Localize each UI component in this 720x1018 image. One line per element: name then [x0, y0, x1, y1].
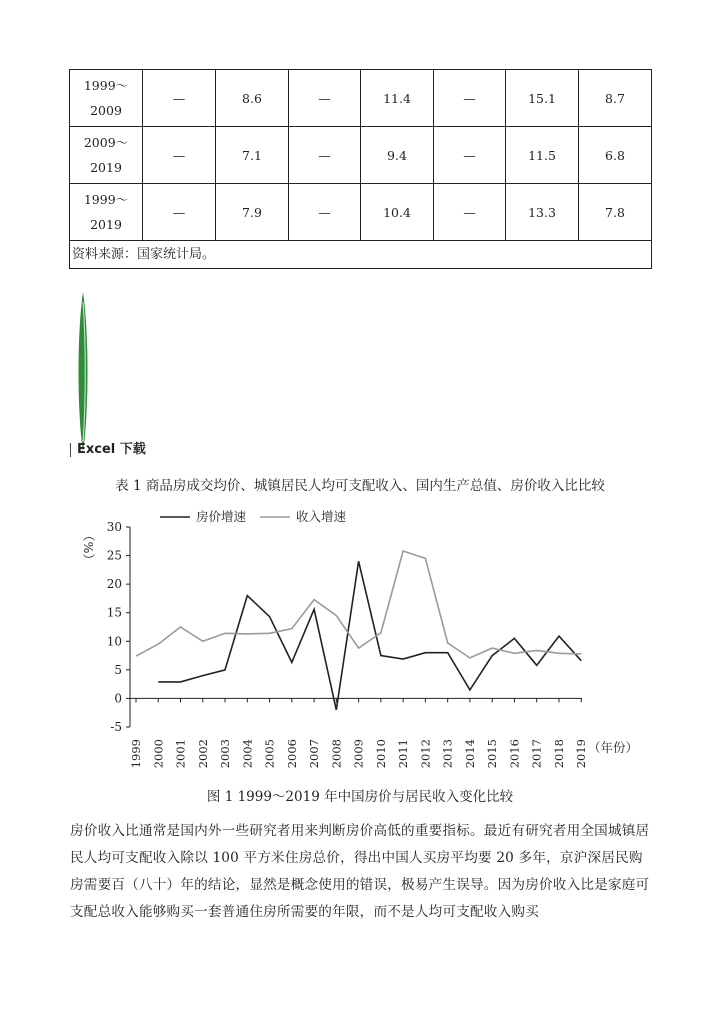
table-cell: 13.3 — [506, 184, 579, 241]
table-cell: 9.4 — [361, 127, 434, 184]
table-row — [70, 70, 652, 127]
table-cell: 6.8 — [579, 127, 652, 184]
series-line-income — [136, 551, 581, 658]
table-cell: — — [143, 70, 216, 127]
x-tick-label: 2007 — [307, 739, 322, 769]
table-cell: 8.6 — [216, 70, 289, 127]
period-end: 2009 — [90, 103, 122, 118]
y-axis-label: （%） — [81, 529, 96, 566]
x-tick-label: 2016 — [507, 739, 522, 769]
body-paragraph-text: 房价收入比通常是国内外一些研究者用来判断房价高低的重要指标。最近有研究者用全国城镇居民人均可支配收入除以 100 平方米住房总价，得出中国人买房平均要 20 多年，京沪深居民购房需要百（八十）年的结论，显然是概念使用的错误，极易产生误导。因为房价收入比是家庭可支配总收入能够购买一套普通住房所需要的年限，而不是人均可支配收入购买 — [70, 823, 650, 920]
y-tick-label: 5 — [114, 662, 122, 677]
table-cell: 7.1 — [216, 127, 289, 184]
table-cell: — — [143, 127, 216, 184]
x-tick-label: 1999 — [129, 739, 143, 769]
x-tick-label: 2018 — [551, 739, 566, 769]
table-cell: 10.4 — [361, 184, 434, 241]
table-cell: 8.7 — [579, 70, 652, 127]
period-cell — [70, 127, 143, 184]
x-tick-label: 2013 — [440, 739, 455, 769]
table-cell: — — [434, 70, 506, 127]
growth-comparison-table — [69, 69, 652, 269]
x-tick-label: 2002 — [195, 739, 210, 769]
table-cell: 7.8 — [579, 184, 652, 241]
table-row — [70, 127, 652, 184]
x-tick-label: 2014 — [462, 739, 477, 769]
y-tick-label: 0 — [114, 691, 122, 706]
period-cell — [70, 184, 143, 241]
legend-label: 收入增速 — [296, 509, 347, 524]
excel-download-label: Excel 下载 — [77, 442, 146, 457]
body-paragraph — [70, 818, 654, 926]
x-tick-label: 2011 — [396, 739, 411, 769]
x-tick-label: 2017 — [529, 739, 544, 769]
figure-caption: 图 1 1999～2019 年中国房价与居民收入变化比较 — [206, 789, 514, 805]
y-tick-label: -5 — [110, 720, 122, 734]
table-cell: — — [434, 184, 506, 241]
x-tick-label: 2006 — [284, 739, 299, 769]
period-start: 2009～ — [83, 135, 129, 150]
price-income-line-chart — [70, 505, 650, 785]
source-row — [70, 241, 652, 269]
table-cell: — — [143, 184, 216, 241]
x-tick-label: 2000 — [151, 739, 166, 769]
period-cell — [70, 70, 143, 127]
x-tick-label: 2019 — [574, 739, 589, 769]
x-tick-label: 2008 — [329, 739, 344, 769]
table-cell: 11.5 — [506, 127, 579, 184]
y-tick-label: 10 — [106, 634, 122, 649]
x-tick-label: 2003 — [218, 739, 233, 769]
x-tick-label: 2015 — [485, 739, 500, 769]
table-caption: 表 1 商品房成交均价、城镇居民人均可支配收入、国内生产总值、房价收入比比较 — [115, 478, 605, 494]
y-tick-label: 25 — [106, 548, 122, 563]
period-start: 1999～ — [83, 78, 129, 93]
y-tick-label: 20 — [106, 577, 122, 592]
table-cell: 7.9 — [216, 184, 289, 241]
table-row — [70, 184, 652, 241]
period-end: 2019 — [90, 160, 122, 175]
period-end: 2019 — [90, 217, 122, 232]
legend-label: 房价增速 — [196, 509, 247, 524]
y-tick-label: 15 — [106, 605, 122, 620]
period-start: 1999～ — [83, 192, 129, 207]
link-marker — [70, 443, 71, 457]
table-cell: — — [434, 127, 506, 184]
y-tick-label: 30 — [106, 520, 122, 534]
table-cell: 11.4 — [361, 70, 434, 127]
excel-download-link[interactable] — [70, 438, 146, 457]
decorative-green-leaf-icon — [76, 292, 90, 452]
table-cell: 15.1 — [506, 70, 579, 127]
table-source-note: 资料来源：国家统计局。 — [70, 241, 652, 269]
x-tick-label: 2009 — [351, 739, 366, 769]
x-tick-label: 2005 — [262, 739, 277, 769]
table-cell: — — [289, 184, 361, 241]
x-tick-label: 2010 — [373, 739, 388, 769]
series-line-house-price — [158, 561, 581, 710]
x-tick-label: 2004 — [240, 739, 255, 769]
x-tick-label: 2001 — [173, 739, 188, 769]
table-cell: — — [289, 127, 361, 184]
x-axis-label: （年份） — [588, 740, 639, 755]
table-cell: — — [289, 70, 361, 127]
x-tick-label: 2012 — [418, 739, 433, 769]
